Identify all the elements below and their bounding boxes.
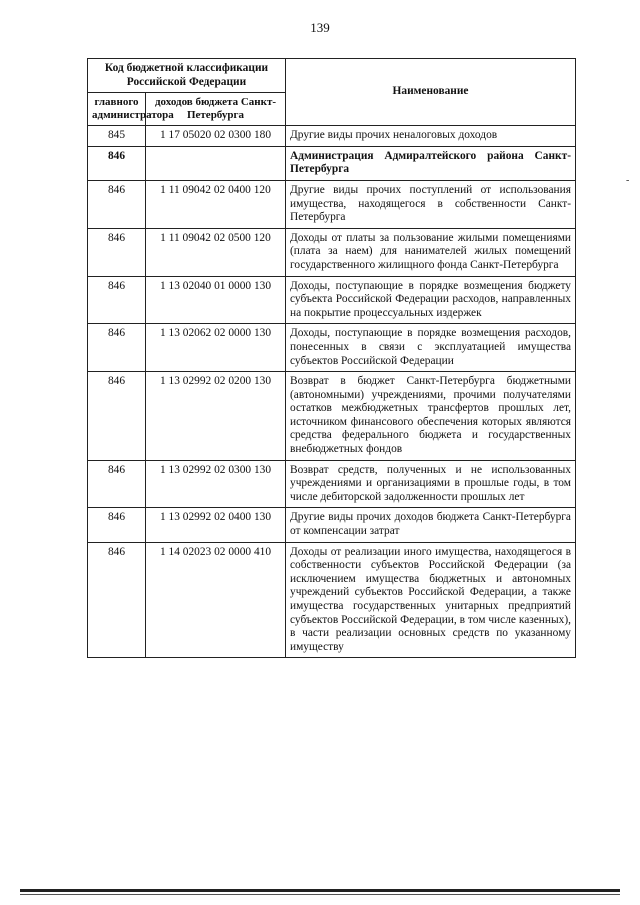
header-name: Наименование [286, 59, 576, 126]
name-cell: Доходы от реализации иного имущества, находящегося в собственности субъектов Российской Федерации (за исключением имущества бюджетных и автономных учреждений субъектов Российской Федерации, а также имущества государственных унитарных предприятий субъектов Российской Федерации, в том числе казенных), в части реализации основных средств по указанному имуществу [286, 542, 576, 658]
code-cell: 1 11 09042 02 0400 120 [146, 180, 286, 228]
table-body [88, 126, 576, 658]
margin-mark: - [626, 175, 630, 186]
admin-cell: 846 [88, 228, 146, 276]
code-cell: 1 13 02040 01 0000 130 [146, 276, 286, 324]
name-cell: Другие виды прочих неналоговых доходов [286, 126, 576, 147]
admin-cell: 846 [88, 276, 146, 324]
table-row [88, 508, 576, 542]
table-row [88, 146, 576, 180]
name-cell: Доходы, поступающие в порядке возмещения бюджету субъекта Российской Федерации расходов, направленных на покрытие процессуальных издержек [286, 276, 576, 324]
name-cell: Доходы от платы за пользование жилыми помещениями (плата за наем) для нанимателей жилых помещений государственного жилищного фонда Санкт-Петербурга [286, 228, 576, 276]
code-cell [146, 146, 286, 180]
name-cell: Возврат в бюджет Санкт-Петербурга бюджетными (автономными) учреждениями, прочими получателями остатков межбюджетных трансфертов прошлых лет, источником финансового обеспечения которых являются средства федерального бюджета и государственных внебюджетных фондов [286, 372, 576, 461]
table-row [88, 372, 576, 461]
name-cell: Администрация Адмиралтейского района Санкт-Петербурга [286, 146, 576, 180]
code-cell: 1 13 02992 02 0300 130 [146, 460, 286, 508]
admin-cell: 846 [88, 180, 146, 228]
header-code: доходов бюджета Санкт-Петербурга [146, 93, 286, 126]
admin-cell: 846 [88, 146, 146, 180]
name-cell: Другие виды прочих поступлений от использования имущества, находящегося в собственности Санкт-Петербурга [286, 180, 576, 228]
name-cell: Возврат средств, полученных и не использованных учреждениями и организациями в прошлые годы, в том числе дебиторской задолженности прошлых лет [286, 460, 576, 508]
admin-cell: 846 [88, 542, 146, 658]
code-cell: 1 17 05020 02 0300 180 [146, 126, 286, 147]
table-row [88, 228, 576, 276]
table-row [88, 542, 576, 658]
code-cell: 1 14 02023 02 0000 410 [146, 542, 286, 658]
table-row [88, 324, 576, 372]
admin-cell: 846 [88, 508, 146, 542]
admin-cell: 846 [88, 460, 146, 508]
admin-cell: 846 [88, 372, 146, 461]
code-cell: 1 11 09042 02 0500 120 [146, 228, 286, 276]
header-group-title: Код бюджетной классификации Российской Федерации [88, 59, 286, 93]
name-cell: Доходы, поступающие в порядке возмещения расходов, понесенных в связи с эксплуатацией имущества субъектов Российской Федерации [286, 324, 576, 372]
page-number: 139 [310, 20, 330, 35]
table-row [88, 276, 576, 324]
bottom-rule [20, 889, 620, 892]
admin-cell: 846 [88, 324, 146, 372]
budget-classification-table [87, 58, 576, 658]
code-cell: 1 13 02062 02 0000 130 [146, 324, 286, 372]
name-cell: Другие виды прочих доходов бюджета Санкт-Петербурга от компенсации затрат [286, 508, 576, 542]
table-row [88, 460, 576, 508]
bottom-rule-thin [20, 894, 620, 895]
code-cell: 1 13 02992 02 0400 130 [146, 508, 286, 542]
table-row [88, 126, 576, 147]
table-row [88, 180, 576, 228]
code-cell: 1 13 02992 02 0200 130 [146, 372, 286, 461]
admin-cell: 845 [88, 126, 146, 147]
header-admin: главного администратора [88, 93, 146, 126]
